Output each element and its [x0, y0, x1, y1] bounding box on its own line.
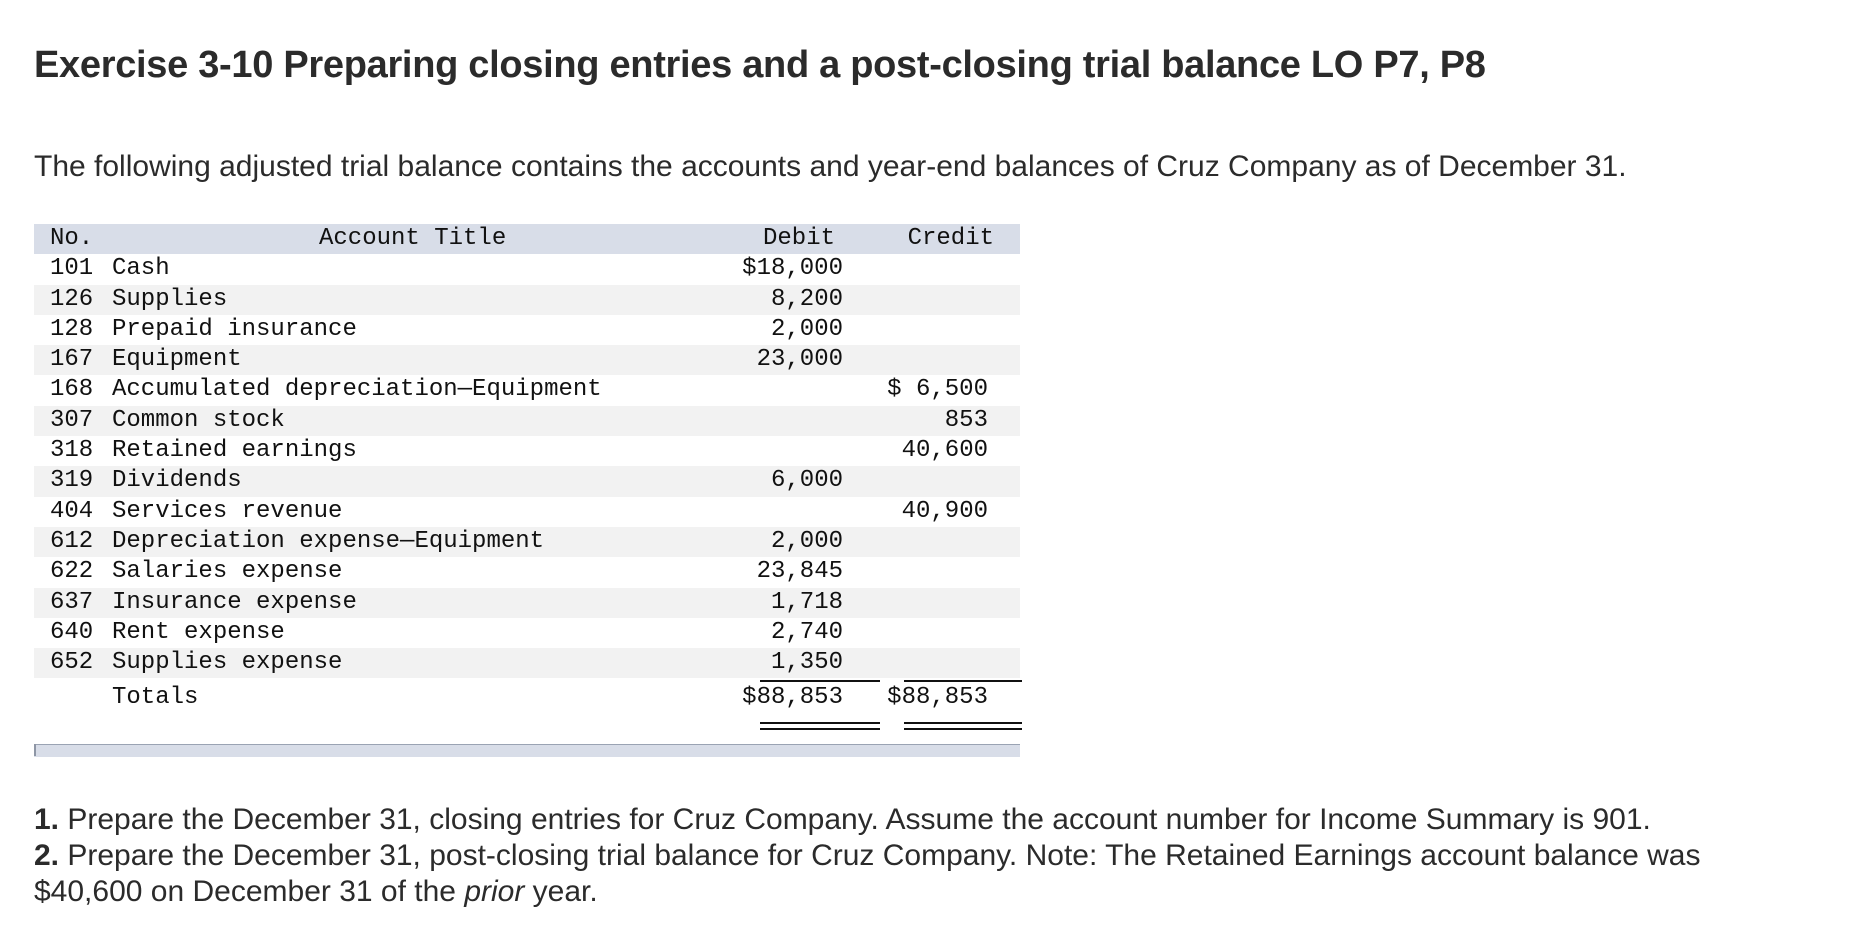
table-row	[34, 285, 1020, 315]
instruction-2-text-line2-em: prior	[464, 875, 525, 908]
account-number: 319	[50, 467, 94, 495]
header-account-title: Account Title	[319, 225, 507, 252]
instruction-1-text: Prepare the December 31, closing entries for Cruz Company. Assume the account number for Income Summary is 901.	[59, 803, 1651, 836]
account-title: Accumulated depreciation—Equipment	[112, 376, 602, 404]
credit-total-double-rule	[904, 722, 1022, 730]
account-number: 307	[50, 406, 94, 434]
instruction-1	[34, 802, 1700, 838]
debit-amount: 23,000	[756, 346, 843, 374]
account-number: 318	[50, 437, 94, 465]
account-number: 652	[50, 649, 94, 677]
instructions	[34, 802, 1700, 910]
account-title: Cash	[112, 255, 170, 283]
debit-sum-rule	[760, 680, 880, 682]
account-title: Supplies	[112, 285, 228, 313]
account-title: Salaries expense	[112, 558, 343, 586]
debit-amount: $18,000	[742, 255, 843, 283]
account-number: 101	[50, 255, 94, 283]
instruction-2	[34, 838, 1700, 874]
credit-amount: $ 6,500	[887, 376, 988, 404]
table-row	[34, 618, 1020, 648]
account-title: Rent expense	[112, 618, 285, 646]
debit-amount: 23,845	[756, 558, 843, 586]
debit-amount: 8,200	[770, 285, 843, 313]
table-row	[34, 648, 1020, 678]
header-debit: Debit	[762, 225, 835, 252]
account-number: 168	[50, 376, 94, 404]
table-row	[34, 466, 1020, 496]
account-number: 622	[50, 558, 94, 586]
intro-text: The following adjusted trial balance contains the accounts and year-end balances of Cruz Company as of December 31.	[34, 150, 1627, 183]
account-number: 612	[50, 527, 94, 555]
debit-amount: 2,000	[770, 315, 843, 343]
account-title: Services revenue	[112, 497, 343, 525]
credit-sum-rule	[904, 680, 1022, 682]
table-row	[34, 315, 1020, 345]
table-row	[34, 497, 1020, 527]
debit-amount: 2,000	[770, 527, 843, 555]
table-row	[34, 557, 1020, 587]
instruction-2-continued	[34, 874, 1700, 910]
debit-amount: 1,350	[770, 649, 843, 677]
debit-amount: 6,000	[770, 467, 843, 495]
table-row	[34, 527, 1020, 557]
instruction-2-number: 2.	[34, 839, 60, 872]
account-number: 126	[50, 285, 94, 313]
account-number: 637	[50, 588, 94, 616]
page-title: Exercise 3-10 Preparing closing entries and a post-closing trial balance LO P7, P8	[34, 44, 1486, 86]
instruction-2-text-line2-pre: $40,600 on December 31 of the	[34, 875, 465, 908]
header-credit: Credit	[907, 225, 994, 252]
account-number: 640	[50, 618, 94, 646]
table-footer-bar	[34, 744, 1020, 757]
account-title: Insurance expense	[112, 588, 357, 616]
table-row	[34, 406, 1020, 436]
account-number: 128	[50, 315, 94, 343]
totals-label: Totals	[112, 684, 199, 712]
table-footer-tick	[34, 744, 36, 756]
header-no: No.	[50, 225, 94, 252]
table-row	[34, 254, 1020, 284]
account-title: Common stock	[112, 406, 285, 434]
instruction-1-number: 1.	[34, 803, 60, 836]
account-number: 404	[50, 497, 94, 525]
totals-credit: $88,853	[887, 684, 988, 712]
table-body	[34, 254, 1020, 678]
credit-amount: 40,900	[901, 497, 988, 525]
credit-amount: 40,600	[901, 437, 988, 465]
instruction-2-text: Prepare the December 31, post-closing trial balance for Cruz Company. Note: The Retained Earnings account balance was	[59, 839, 1701, 872]
account-title: Prepaid insurance	[112, 315, 357, 343]
account-title: Dividends	[112, 467, 242, 495]
instruction-2-text-line2-post: year.	[524, 875, 598, 908]
table-row	[34, 375, 1020, 405]
debit-amount: 1,718	[770, 588, 843, 616]
debit-total-double-rule	[760, 722, 880, 730]
account-title: Depreciation expense—Equipment	[112, 527, 545, 555]
credit-amount: 853	[944, 406, 988, 434]
table-row	[34, 588, 1020, 618]
account-title: Supplies expense	[112, 649, 343, 677]
adjusted-trial-balance-table	[34, 224, 1020, 718]
account-number: 167	[50, 346, 94, 374]
table-row	[34, 345, 1020, 375]
table-header-row	[34, 224, 1020, 254]
account-title: Equipment	[112, 346, 242, 374]
debit-amount: 2,740	[770, 618, 843, 646]
table-row	[34, 436, 1020, 466]
totals-row	[34, 678, 1020, 718]
totals-debit: $88,853	[742, 684, 843, 712]
account-title: Retained earnings	[112, 437, 357, 465]
